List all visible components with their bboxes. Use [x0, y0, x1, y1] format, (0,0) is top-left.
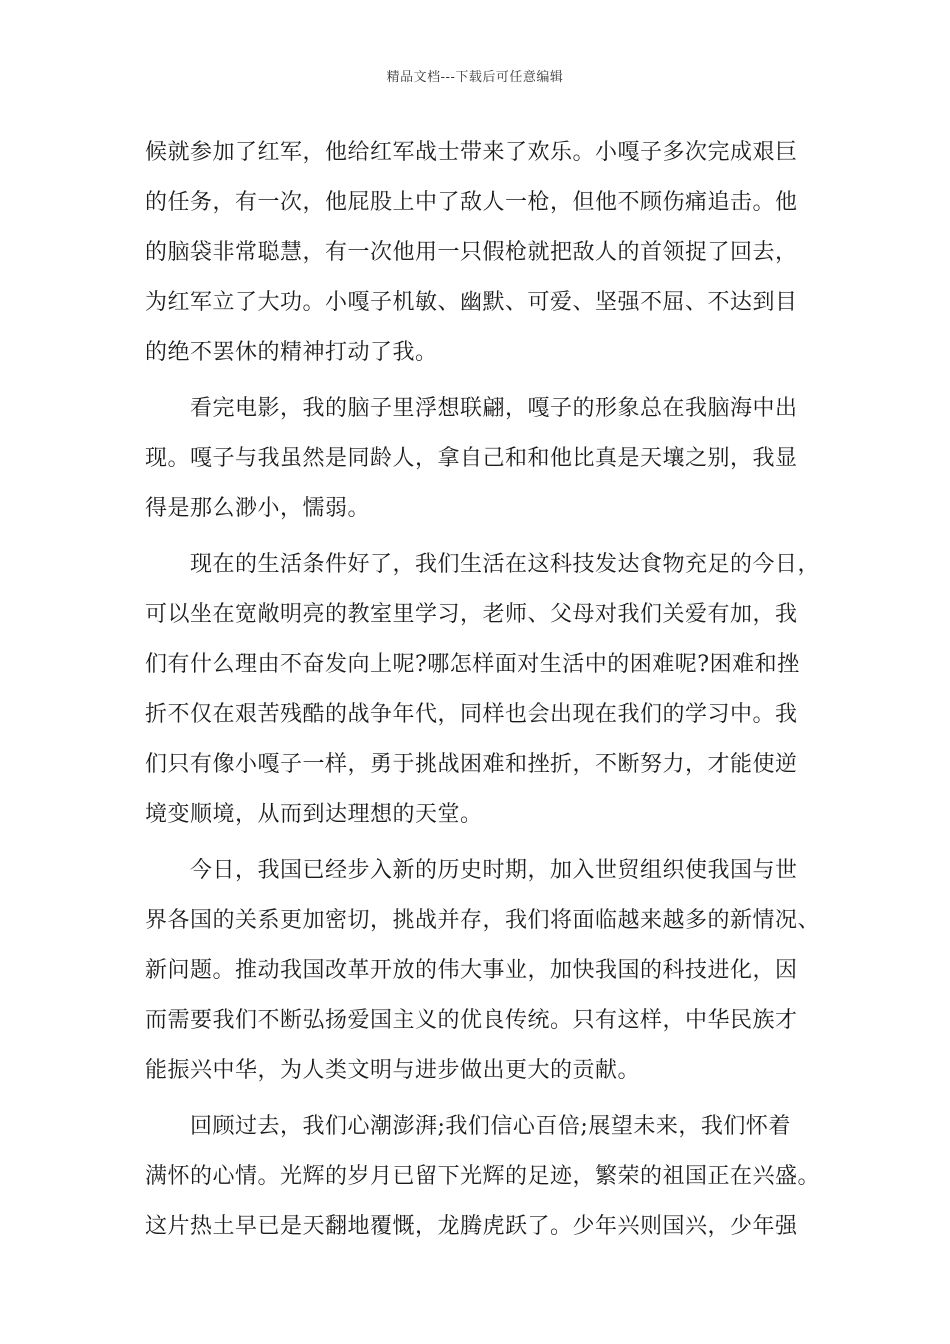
text-line: 们有什么理由不奋发向上呢?哪怎样面对生活中的困难呢?困难和挫	[145, 652, 800, 677]
text-line: 候就参加了红军，他给红军战士带来了欢乐。小嘎子多次完成艰巨	[145, 140, 798, 165]
text-line: 满怀的心情。光辉的岁月已留下光辉的足迹，繁荣的祖国正在兴盛。	[145, 1164, 821, 1189]
paragraph-first-line: 现在的生活条件好了，我们生活在这科技发达食物充足的今日，	[190, 552, 821, 577]
paragraph-first-line: 今日，我国已经步入新的历史时期，加入世贸组织使我国与世	[190, 858, 798, 883]
text-line: 而需要我们不断弘扬爱国主义的优良传统。只有这样，中华民族才	[145, 1008, 798, 1033]
text-line: 的脑袋非常聪慧，有一次他用一只假枪就把敌人的首领捉了回去，	[145, 240, 798, 265]
text-line: 现。嘎子与我虽然是同龄人，拿自己和和他比真是天壤之别，我显	[145, 446, 798, 471]
text-line: 境变顺境，从而到达理想的天堂。	[145, 802, 483, 827]
text-line: 可以坐在宽敞明亮的教室里学习，老师、父母对我们关爱有加，我	[145, 602, 798, 627]
text-line: 能振兴中华，为人类文明与进步做出更大的贡献。	[145, 1058, 641, 1083]
text-line: 这片热土早已是天翻地覆慨，龙腾虎跃了。少年兴则国兴，少年强	[145, 1214, 798, 1239]
text-line: 界各国的关系更加密切，挑战并存，我们将面临越来越多的新情况、	[145, 908, 821, 933]
text-line: 得是那么渺小，懦弱。	[145, 496, 371, 521]
body-text	[145, 128, 821, 1252]
paragraph-first-line: 看完电影，我的脑子里浮想联翩，嘎子的形象总在我脑海中出	[190, 396, 798, 421]
paragraph-first-line: 回顾过去，我们心潮澎湃;我们信心百倍;展望未来，我们怀着	[190, 1114, 791, 1139]
text-line: 的绝不罢休的精神打动了我。	[145, 340, 438, 365]
page-header: 精品文档---下载后可任意编辑	[386, 70, 564, 85]
text-line: 折不仅在艰苦残酷的战争年代，同样也会出现在我们的学习中。我	[145, 702, 798, 727]
text-line: 新问题。推动我国改革开放的伟大事业，加快我国的科技进化，因	[145, 958, 798, 983]
text-line: 为红军立了大功。小嘎子机敏、幽默、可爱、坚强不屈、不达到目	[145, 290, 798, 315]
text-line: 们只有像小嘎子一样，勇于挑战困难和挫折，不断努力，才能使逆	[145, 752, 798, 777]
text-line: 的任务，有一次，他屁股上中了敌人一枪，但他不顾伤痛追击。他	[145, 190, 798, 215]
